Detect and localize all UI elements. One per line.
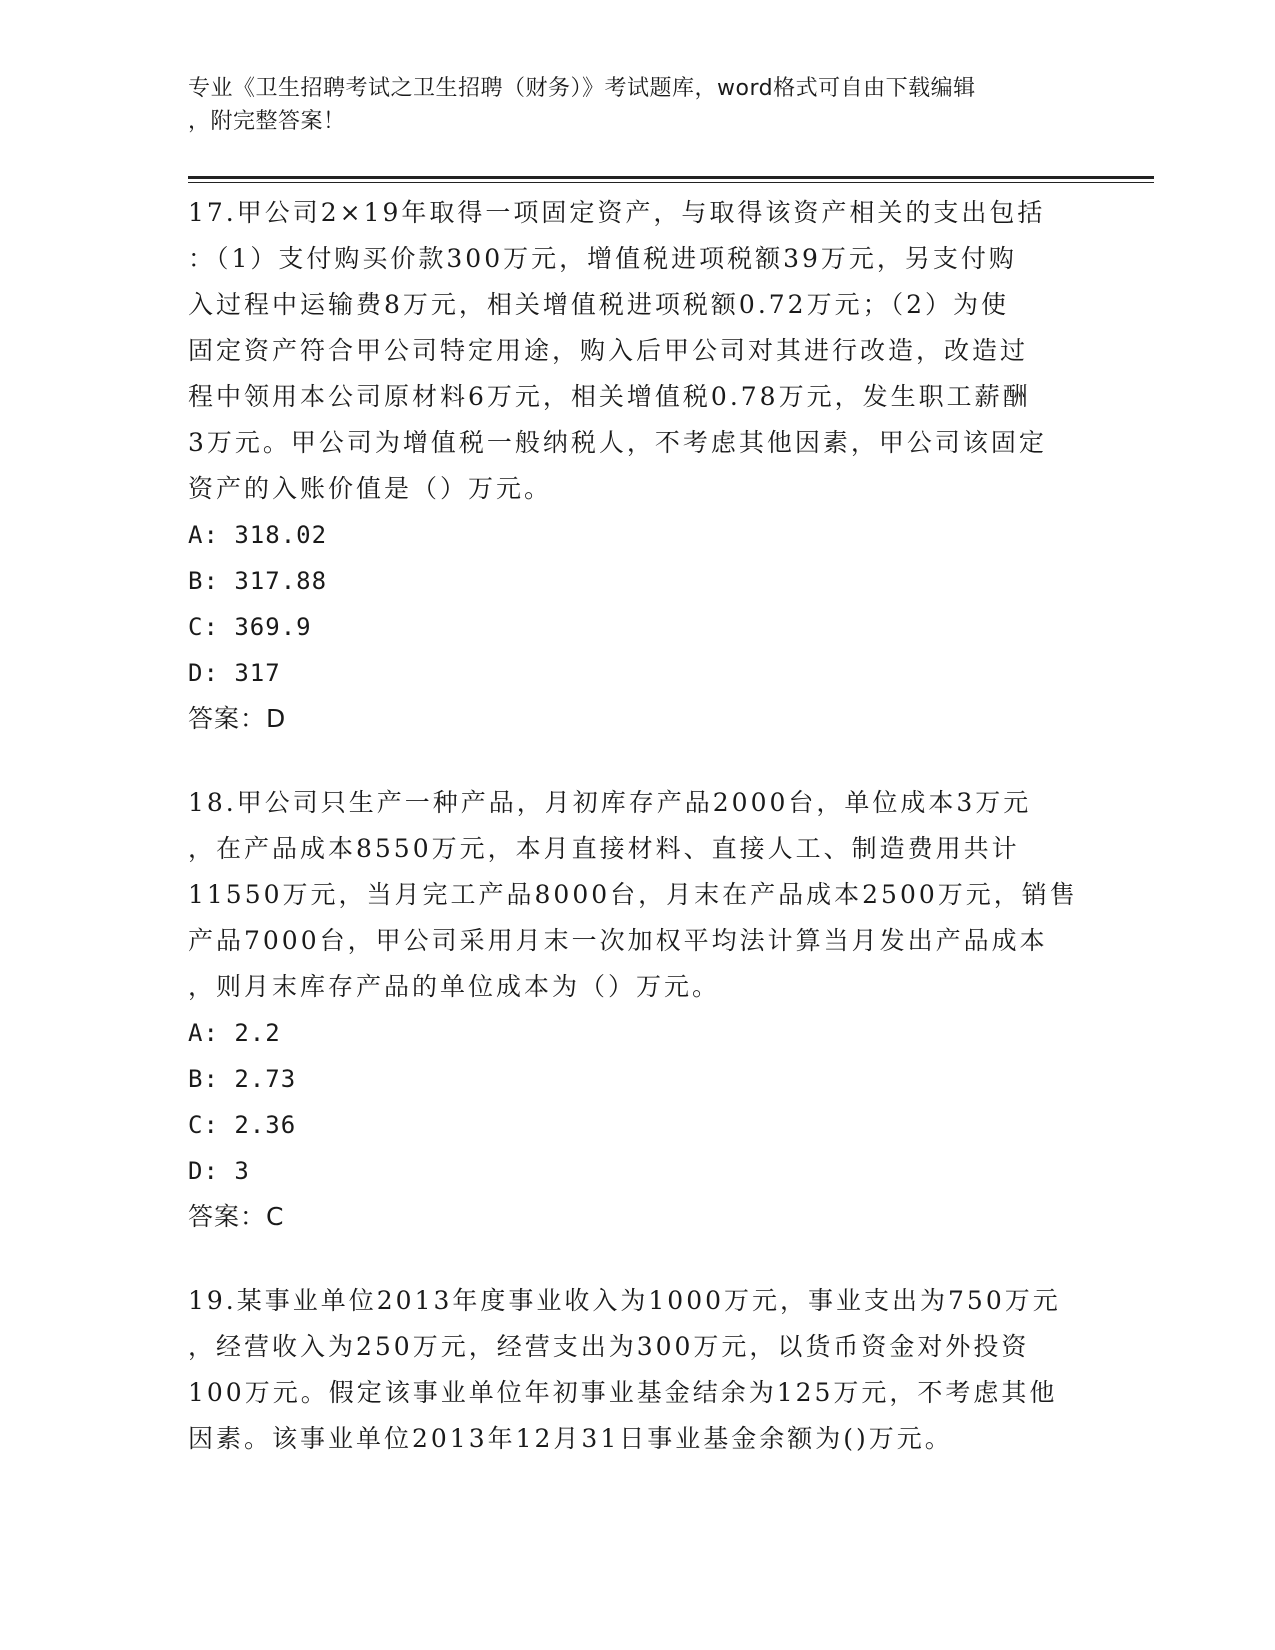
question-list bbox=[188, 190, 1088, 1462]
question-18 bbox=[188, 780, 1088, 1240]
question-text-line: 19.某事业单位2013年度事业收入为1000万元，事业支出为750万元 bbox=[188, 1286, 1061, 1315]
question-text-line: 程中领用本公司原材料6万元，相关增值税0.78万元，发生职工薪酬 bbox=[188, 382, 1031, 411]
header-divider-thick bbox=[188, 176, 1154, 179]
document-header bbox=[188, 72, 1068, 138]
question-text-line: 固定资产符合甲公司特定用途，购入后甲公司对其进行改造，改造过 bbox=[188, 336, 1029, 365]
answer-label: 答案：C bbox=[188, 1202, 285, 1231]
option-b: B: 2.73 bbox=[188, 1065, 297, 1093]
header-title-line-1: 专业《卫生招聘考试之卫生招聘（财务）》考试题库，word格式可自由下载编辑 bbox=[188, 76, 976, 101]
question-text-line: ：（1）支付购买价款300万元，增值税进项税额39万元，另支付购 bbox=[188, 244, 1017, 273]
option-b: B: 317.88 bbox=[188, 567, 328, 595]
question-text-line: 资产的入账价值是（）万元。 bbox=[188, 474, 553, 503]
option-c: C: 369.9 bbox=[188, 613, 312, 641]
question-text-line: 17.甲公司2×19年取得一项固定资产，与取得该资产相关的支出包括 bbox=[188, 198, 1046, 227]
option-a: A: 2.2 bbox=[188, 1019, 281, 1047]
question-text-line: 18.甲公司只生产一种产品，月初库存产品2000台，单位成本3万元 bbox=[188, 788, 1032, 817]
option-c: C: 2.36 bbox=[188, 1111, 297, 1139]
question-spacer bbox=[188, 742, 1088, 780]
question-spacer bbox=[188, 1240, 1088, 1278]
answer-label: 答案：D bbox=[188, 704, 287, 733]
option-d: D: 3 bbox=[188, 1157, 250, 1185]
header-title-line-2: ，附完整答案！ bbox=[188, 109, 346, 134]
question-text-line: 11550万元，当月完工产品8000台，月末在产品成本2500万元，销售 bbox=[188, 880, 1078, 909]
header-divider-thin bbox=[188, 182, 1154, 183]
question-text-line: 3万元。甲公司为增值税一般纳税人，不考虑其他因素，甲公司该固定 bbox=[188, 428, 1047, 457]
question-text-line: ，经营收入为250万元，经营支出为300万元，以货币资金对外投资 bbox=[188, 1332, 1030, 1361]
option-d: D: 317 bbox=[188, 659, 281, 687]
question-text-line: 100万元。假定该事业单位年初事业基金结余为125万元，不考虑其他 bbox=[188, 1378, 1058, 1407]
option-a: A: 318.02 bbox=[188, 521, 328, 549]
question-text-line: ，则月末库存产品的单位成本为（）万元。 bbox=[188, 972, 721, 1001]
question-text-line: 产品7000台，甲公司采用月末一次加权平均法计算当月发出产品成本 bbox=[188, 926, 1048, 955]
question-17 bbox=[188, 190, 1088, 742]
question-text-line: 因素。该事业单位2013年12月31日事业基金余额为()万元。 bbox=[188, 1424, 953, 1453]
question-text-line: 入过程中运输费8万元，相关增值税进项税额0.72万元；（2）为使 bbox=[188, 290, 1009, 319]
question-19 bbox=[188, 1278, 1088, 1462]
question-text-line: ，在产品成本8550万元，本月直接材料、直接人工、制造费用共计 bbox=[188, 834, 1020, 863]
